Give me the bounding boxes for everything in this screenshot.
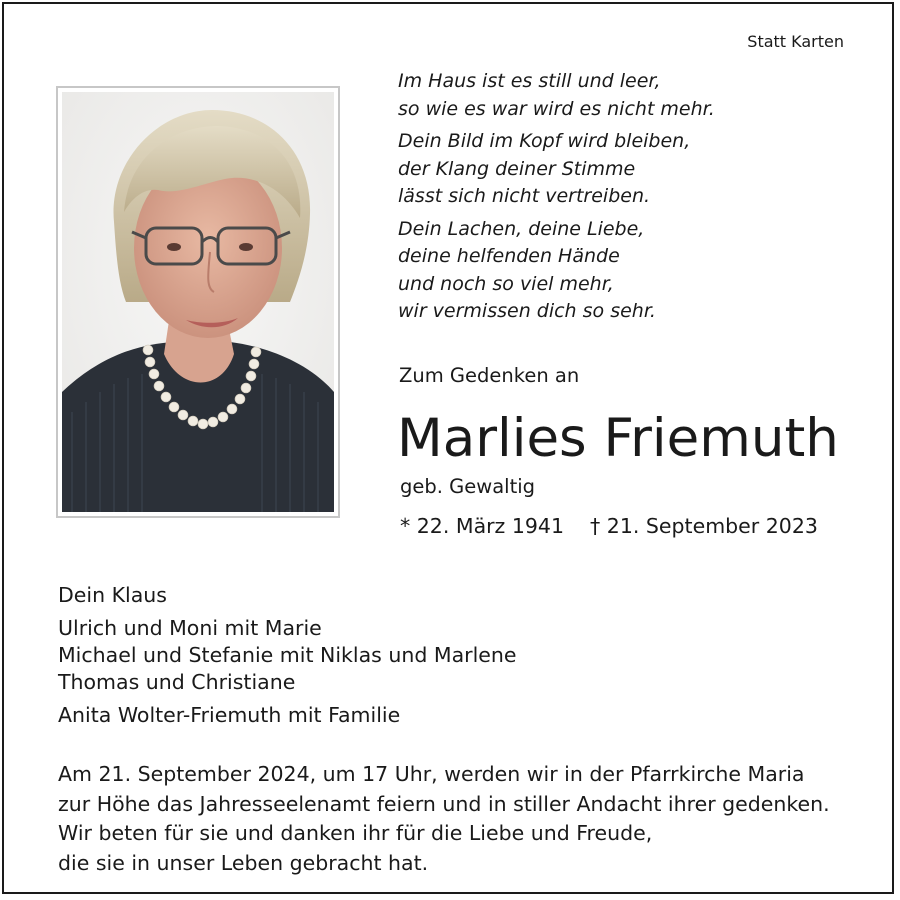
poem-line: Dein Lachen, deine Liebe, xyxy=(398,217,645,240)
portrait-photo xyxy=(56,86,340,518)
poem-line: Dein Bild im Kopf wird bleiben, xyxy=(398,130,691,152)
mourner-group xyxy=(58,702,517,729)
mourner-group xyxy=(58,615,517,696)
poem-line: lässt sich nicht vertreiben. xyxy=(398,185,651,207)
mourner-line: Thomas und Christiane xyxy=(58,670,296,694)
mourner-line: Anita Wolter-Friemuth mit Familie xyxy=(58,703,401,727)
memorial-intro: Zum Gedenken an xyxy=(399,364,580,387)
deceased-name: Marlies Friemuth xyxy=(397,408,839,469)
maiden-name: geb. Gewaltig xyxy=(400,475,536,498)
mourner-line: Michael und Stefanie mit Niklas und Marlene xyxy=(58,643,517,667)
obituary-card xyxy=(2,2,894,894)
poem-line: deine helfenden Hände xyxy=(398,245,620,267)
poem-stanza xyxy=(398,216,858,326)
poem-stanza xyxy=(398,128,858,211)
poem-line: wir vermissen dich so sehr. xyxy=(398,300,656,322)
service-line: Wir beten für sie und danken ihr für die Liebe und Freude, xyxy=(58,821,653,845)
poem-line: und noch so viel mehr, xyxy=(398,272,614,295)
poem xyxy=(398,68,858,331)
mourners-list xyxy=(58,582,517,735)
service-line: Am 21. September 2024, um 17 Uhr, werden wir in der Pfarrkirche Maria xyxy=(58,762,805,786)
mourner-group xyxy=(58,582,517,609)
death-date: † 21. September 2023 xyxy=(590,514,818,538)
service-announcement xyxy=(58,760,830,878)
portrait-image xyxy=(62,92,334,512)
poem-stanza xyxy=(398,68,858,123)
service-line: die sie in unser Leben gebracht hat. xyxy=(58,850,429,875)
service-line: zur Höhe das Jahresseelenamt feiern und in stiller Andacht ihrer gedenken. xyxy=(58,791,830,816)
poem-line: so wie es war wird es nicht mehr. xyxy=(398,97,715,120)
birth-date: * 22. März 1941 xyxy=(400,514,565,538)
mourner-line: Ulrich und Moni mit Marie xyxy=(58,616,322,640)
life-dates xyxy=(400,514,818,538)
header-note: Statt Karten xyxy=(747,32,844,51)
mourner-line: Dein Klaus xyxy=(58,583,167,607)
poem-line: Im Haus ist es still und leer, xyxy=(398,70,661,92)
poem-line: der Klang deiner Stimme xyxy=(398,157,636,180)
